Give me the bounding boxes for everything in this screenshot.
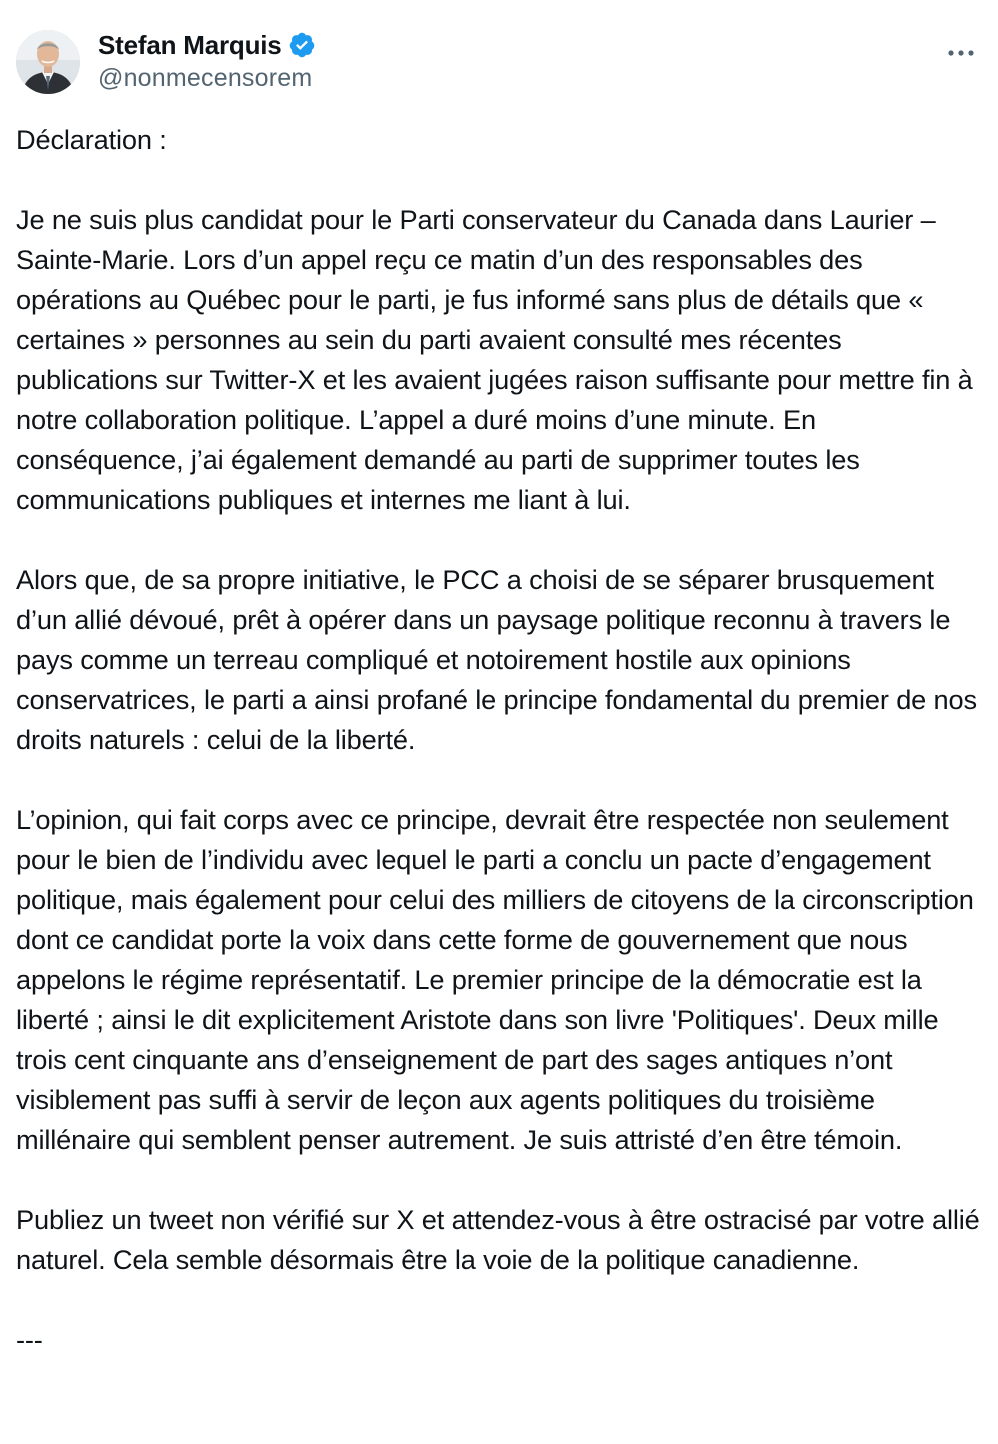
tweet-header: [16, 28, 982, 100]
avatar[interactable]: [16, 30, 80, 94]
display-name-row: [98, 28, 316, 62]
verified-badge-icon[interactable]: [288, 31, 316, 59]
author-handle[interactable]: @nonmecensorem: [98, 64, 313, 92]
avatar-image: [16, 30, 80, 94]
more-options-icon[interactable]: [946, 38, 976, 68]
tweet-separator: ---: [16, 1324, 43, 1355]
tweet-text: [16, 120, 982, 1400]
display-name[interactable]: Stefan Marquis: [98, 29, 282, 60]
tweet-paragraph: L’opinion, qui fait corps avec ce principe, devrait être respectée non seulement pour le bien de l’individu avec lequel le parti a conclu un pacte d’engagement politique, mais également pour celui des milliers de citoyens de la circonscription dont ce candidat porte la voix dans cette forme de gouvernement que nous appelons le régime représentatif. Le premier principe de la démocratie est la liberté ; ainsi le dit explicitement Aristote dans son livre 'Politiques'. Deux mille trois cent cinquante ans d’enseignement de part des sages antiques n’ont visiblement pas suffi à servir de leçon aux agents politiques du troisième millénaire qui semblent penser autrement. Je suis attristé d’en être témoin.: [16, 804, 974, 1155]
tweet-paragraph: Publiez un tweet non vérifié sur X et attendez-vous à être ostracisé par votre allié naturel. Cela semble désormais être la voie de la politique canadienne.: [16, 1204, 980, 1275]
author-names: [98, 28, 316, 93]
tweet-paragraph: Je ne suis plus candidat pour le Parti conservateur du Canada dans Laurier – Sainte-Marie. Lors d’un appel reçu ce matin d’un des responsables des opérations au Québec pour le parti, je fus informé sans plus de détails que « certaines » personnes au sein du parti avaient consulté mes récentes publications sur Twitter-X et les avaient jugées raison suffisante pour mettre fin à notre collaboration politique. L’appel a duré moins d’une minute. En conséquence, j’ai également demandé au parti de supprimer toutes les communications publiques et internes me liant à lui.: [16, 204, 973, 515]
tweet-paragraph-heading: Déclaration :: [16, 124, 167, 155]
tweet-paragraph: Alors que, de sa propre initiative, le PCC a choisi de se séparer brusquement d’un allié dévoué, prêt à opérer dans un paysage politique reconnu à travers le pays comme un terreau compliqué et notoirement hostile aux opinions conservatrices, le parti a ainsi profané le principe fondamental du premier de nos droits naturels : celui de la liberté.: [16, 564, 977, 755]
